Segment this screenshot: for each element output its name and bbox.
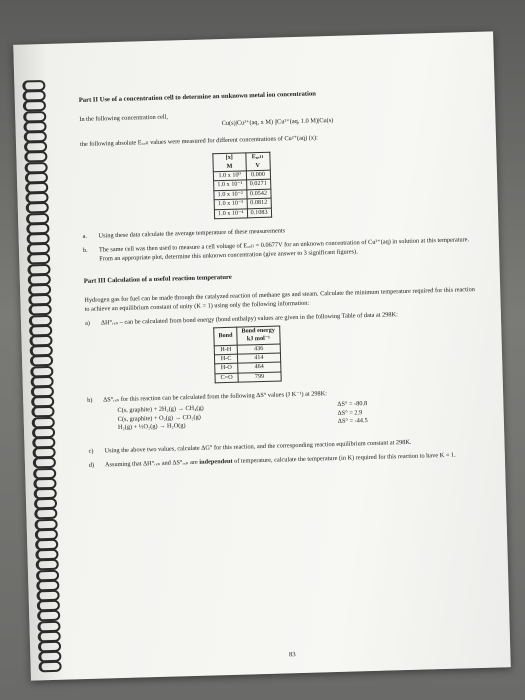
part2-title: Part II Use of a concentration cell to determine an unknown metal ion concentration: [78, 90, 316, 105]
table-row: 1.0 x 10⁰ 0.000: [213, 170, 270, 181]
binding-ring: [34, 508, 57, 520]
table-row: H-O 464: [215, 362, 281, 373]
ecell-data-table: [212, 152, 271, 219]
paper-page: [13, 31, 511, 680]
reaction-equation: H₂(g) + ½O₂(g) → H₂O(g): [117, 422, 186, 432]
part3-title: Part III Calculation of a useful reaction temperature: [83, 274, 232, 286]
table-row: 1.0 x 10⁻¹ 0.0271: [214, 180, 271, 191]
concentration-cell-notation: Cu(s)|Cu²⁺(aq, x M) ||Cu²⁺(aq, 1.0 M)|Cu(s): [221, 117, 334, 128]
question-2a: a. Using these data calculate the average temperature of these measurements: [82, 227, 286, 240]
table-row: C=O 799: [215, 372, 281, 383]
bond-energy-table: [213, 325, 281, 383]
col-header-concentration: [x] M: [213, 153, 246, 172]
reaction-equation: C(s, graphite) + O₂(g) → CO₂(g): [117, 413, 201, 424]
question-3a: a) ΔH°ᵣₓₙ – can be calculated from bond energy (bond enthalpy) values are given in the following Table of data at 298K:: [84, 311, 398, 328]
question-2b: b. The same cell was then used to measure a cell voltage of E꜀ₑₗₗ = 0.0677V for an unknown concentration of Cu²⁺(aq) in solution at this temperature. From an appropriate plot, determine this unknown concentration (give answer to 3 significant figures).: [82, 236, 470, 263]
binding-ring: [30, 355, 53, 367]
reaction-equation: C(s, graphite) + 2H₂(g) → CH₄(g): [117, 405, 204, 415]
col-header-bond: Bond: [214, 327, 238, 345]
binding-ring: [36, 559, 59, 571]
binding-ring: [24, 151, 47, 163]
table-row: H-H 436: [214, 344, 280, 355]
measurement-description: the following absolute E꜀ₑₗₗ values were measured for different concentrations of Cu²⁺(aq) (x):: [79, 134, 318, 148]
question-3c: c) Using the above two values, calculate ΔG° for this reaction, and the corresponding reaction equilibrium constant at 298K.: [88, 438, 412, 455]
table-row: 1.0 x 10⁻⁴ 0.1083: [214, 208, 271, 219]
part2-intro: In the following concentration cell,: [79, 113, 169, 123]
question-3b: b) ΔS°ᵣₓₙ for this reaction can be calculated from the following ΔS° values (J K⁻¹) at 298K:: [87, 390, 328, 404]
entropy-value: ΔS° = 2.9: [337, 409, 363, 417]
table-row: H-C 414: [214, 353, 280, 364]
page-content: [78, 86, 485, 659]
binding-ring: [26, 202, 49, 214]
col-header-bond-energy: Bond energy kJ mol⁻¹: [237, 326, 280, 345]
binding-ring: [37, 610, 60, 622]
entropy-value: ΔS° = -80.8: [337, 400, 368, 409]
binding-ring: [38, 661, 61, 673]
page-number: 83: [288, 651, 296, 659]
part3-intro: Hydrogen gas for fuel can be made through the catalyzed reaction of methane gas and steam. Calculate the minimum temperature required for this reaction to achieve an equilibrium constant of unity (K = 1) using only the following information:: [84, 286, 475, 313]
table-row: 1.0 x 10⁻² 0.0542: [214, 189, 271, 200]
col-header-ecell: E꜀ₑₗₗ V: [245, 153, 270, 171]
question-3d: d) Assuming that ΔH°ᵣₓₙ and ΔS°ᵣₓₙ are independent of temperature, calculate the temperature (in K) required for this reaction to have K = 1.: [88, 452, 456, 470]
binding-ring: [31, 406, 54, 418]
entropy-value: ΔS° = -44.5: [337, 417, 368, 426]
table-row: 1.0 x 10⁻³ 0.0812: [214, 198, 271, 209]
